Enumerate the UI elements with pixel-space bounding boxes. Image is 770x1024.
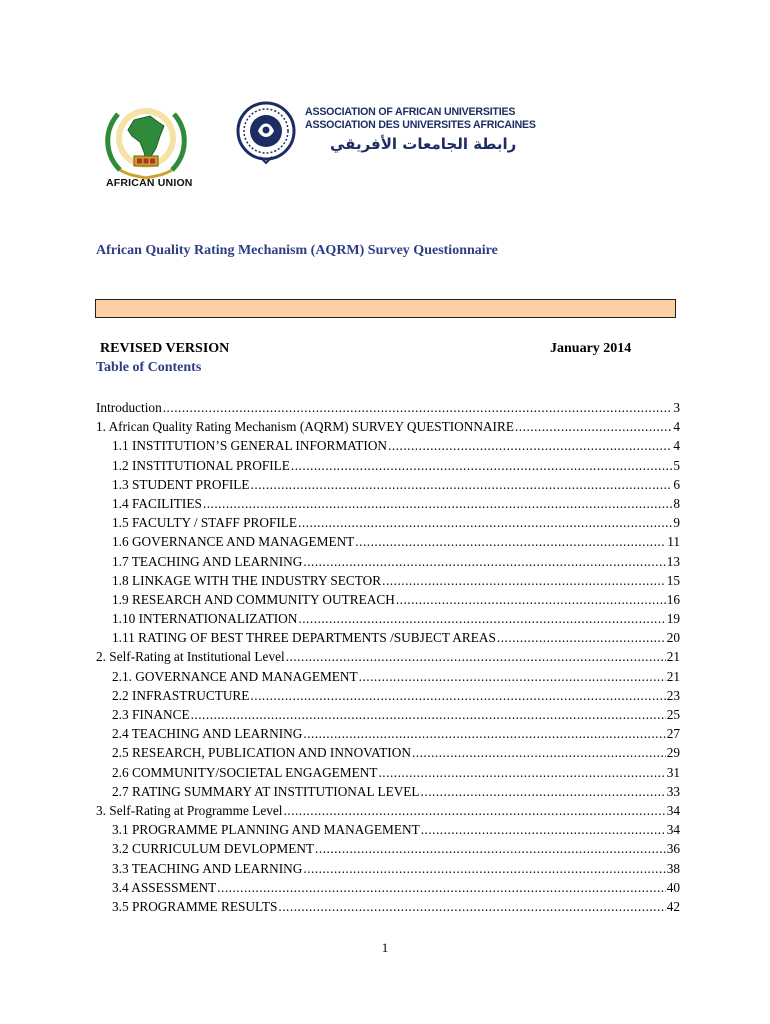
toc-entry-title: 1.10 INTERNATIONALIZATION: [112, 611, 298, 627]
toc-entry-page: 33: [666, 783, 680, 799]
table-of-contents-heading: Table of Contents: [96, 360, 202, 375]
aau-name-english-french: [305, 106, 536, 132]
toc-dot-leader: [203, 494, 672, 513]
toc-dot-leader: [303, 552, 665, 571]
toc-entry-page: 23: [666, 687, 680, 703]
toc-entry[interactable]: [96, 398, 680, 417]
toc-entry[interactable]: [96, 456, 680, 475]
toc-entry[interactable]: [96, 897, 680, 916]
toc-dot-leader: [303, 859, 665, 878]
toc-entry-page: 34: [666, 802, 680, 818]
aau-seal-icon: [236, 101, 296, 165]
toc-entry[interactable]: [96, 571, 680, 590]
toc-entry-title: 3.2 CURRICULUM DEVLOPMENT: [112, 841, 315, 857]
toc-entry-title: 1.4 FACILITIES: [112, 495, 202, 511]
toc-entry[interactable]: [96, 763, 680, 782]
toc-dot-leader: [378, 763, 665, 782]
toc-entry-page: 3: [673, 400, 680, 415]
toc-dot-leader: [250, 686, 665, 705]
toc-entry-title: 1.11 RATING OF BEST THREE DEPARTMENTS /SUBJECT AREAS: [112, 630, 496, 646]
toc-entry-page: 21: [666, 668, 680, 684]
toc-entry[interactable]: [96, 782, 680, 801]
toc-entry-page: 27: [666, 726, 680, 742]
toc-entry[interactable]: [96, 609, 680, 628]
toc-entry-page: 36: [666, 841, 680, 857]
toc-dot-leader: [191, 705, 666, 724]
toc-entry-page: 19: [666, 611, 680, 627]
toc-dot-leader: [291, 456, 672, 475]
toc-entry-page: 4: [673, 419, 680, 435]
toc-entry[interactable]: [96, 724, 680, 743]
aau-name-english: ASSOCIATION OF AFRICAN UNIVERSITIES: [305, 106, 516, 118]
toc-entry-title: 3. Self-Rating at Programme Level: [96, 802, 283, 818]
toc-entry-page: 42: [666, 898, 680, 914]
toc-entry-page: 13: [666, 553, 680, 569]
toc-dot-leader: [303, 724, 665, 743]
toc-dot-leader: [315, 839, 666, 858]
toc-entry-page: 21: [666, 649, 680, 665]
toc-dot-leader: [286, 647, 666, 666]
decorative-highlight-bar: [95, 299, 676, 318]
toc-entry-title: 1.6 GOVERNANCE AND MANAGEMENT: [112, 534, 355, 550]
toc-entry-title: 1.7 TEACHING AND LEARNING: [112, 553, 303, 569]
toc-entry-title: 2.3 FINANCE: [112, 707, 190, 722]
toc-dot-leader: [283, 801, 665, 820]
toc-entry[interactable]: [96, 743, 680, 762]
toc-entry-title: 1.5 FACULTY / STAFF PROFILE: [112, 515, 298, 531]
toc-entry-title: 1.2 INSTITUTIONAL PROFILE: [112, 457, 290, 473]
toc-entry[interactable]: [96, 820, 680, 839]
toc-entry-title: 1.8 LINKAGE WITH THE INDUSTRY SECTOR: [112, 572, 382, 588]
toc-entry-page: 11: [667, 534, 680, 550]
toc-entry-page: 25: [666, 707, 680, 722]
toc-entry-page: 15: [666, 572, 680, 588]
toc-entry-title: 3.3 TEACHING AND LEARNING: [112, 860, 303, 876]
toc-entry-title: Introduction: [96, 400, 162, 415]
toc-entry-page: 20: [666, 630, 680, 646]
toc-entry-page: 40: [666, 879, 680, 895]
toc-entry[interactable]: [96, 839, 680, 858]
toc-dot-leader: [355, 532, 666, 551]
toc-entry[interactable]: [96, 475, 680, 494]
toc-dot-leader: [396, 590, 666, 609]
toc-entry-title: 1. African Quality Rating Mechanism (AQRM) SURVEY QUESTIONNAIRE: [96, 419, 514, 435]
toc-dot-leader: [163, 398, 673, 417]
toc-entry-title: 3.5 PROGRAMME RESULTS: [112, 898, 278, 914]
toc-entry[interactable]: [96, 628, 680, 647]
toc-entry-page: 34: [666, 822, 680, 838]
toc-entry[interactable]: [96, 494, 680, 513]
toc-entry-title: 2.7 RATING SUMMARY AT INSTITUTIONAL LEVEL: [112, 783, 420, 799]
toc-dot-leader: [515, 417, 672, 436]
toc-entry-page: 6: [673, 476, 680, 492]
toc-entry[interactable]: [96, 667, 680, 686]
toc-entry-title: 1.9 RESEARCH AND COMMUNITY OUTREACH: [112, 591, 395, 607]
toc-dot-leader: [278, 897, 665, 916]
toc-entry-title: 1.1 INSTITUTION’S GENERAL INFORMATION: [112, 438, 388, 454]
toc-entry-page: 5: [673, 457, 680, 473]
document-date: January 2014: [550, 341, 632, 356]
toc-entry[interactable]: [96, 686, 680, 705]
toc-dot-leader: [388, 436, 672, 455]
aau-name-french: ASSOCIATION DES UNIVERSITES AFRICAINES: [305, 119, 536, 131]
page-number: 1: [381, 940, 389, 955]
toc-dot-leader: [412, 743, 666, 762]
version-label: REVISED VERSION: [100, 341, 230, 356]
toc-dot-leader: [421, 820, 666, 839]
toc-dot-leader: [298, 513, 672, 532]
toc-entry[interactable]: [96, 647, 680, 666]
toc-entry[interactable]: [96, 705, 680, 724]
toc-dot-leader: [497, 628, 666, 647]
toc-dot-leader: [251, 475, 673, 494]
toc-dot-leader: [421, 782, 666, 801]
toc-entry-title: 3.4 ASSESSMENT: [112, 879, 217, 895]
toc-entry[interactable]: [96, 801, 680, 820]
toc-dot-leader: [217, 878, 666, 897]
toc-entry[interactable]: [96, 532, 680, 551]
toc-entry-page: 16: [666, 591, 680, 607]
toc-entry-page: 9: [673, 515, 680, 531]
toc-dot-leader: [382, 571, 666, 590]
toc-entry[interactable]: [96, 417, 680, 436]
toc-entry-title: 2.5 RESEARCH, PUBLICATION AND INNOVATION: [112, 745, 411, 761]
toc-entry[interactable]: [96, 552, 680, 571]
toc-entry-title: 2.2 INFRASTRUCTURE: [112, 687, 250, 703]
toc-dot-leader: [298, 609, 665, 628]
toc-entry-title: 3.1 PROGRAMME PLANNING AND MANAGEMENT: [112, 822, 420, 838]
toc-entry-page: 4: [673, 438, 680, 454]
toc-entry[interactable]: [96, 590, 680, 609]
toc-entry-page: 8: [673, 495, 680, 511]
document-title: African Quality Rating Mechanism (AQRM) Survey Questionnaire: [96, 243, 498, 258]
toc-entry-title: 2.6 COMMUNITY/SOCIETAL ENGAGEMENT: [112, 764, 378, 780]
toc-entry[interactable]: [96, 859, 680, 878]
african-union-emblem-icon: [98, 92, 194, 190]
toc-entry-title: 2. Self-Rating at Institutional Level: [96, 649, 285, 665]
aau-name-arabic: رابطة الجامعات الأفريقي: [330, 135, 517, 153]
table-of-contents: [96, 398, 680, 916]
toc-dot-leader: [359, 667, 666, 686]
toc-entry[interactable]: [96, 513, 680, 532]
toc-entry-page: 29: [666, 745, 680, 761]
toc-entry[interactable]: [96, 436, 680, 455]
toc-entry-title: 1.3 STUDENT PROFILE: [112, 476, 250, 492]
toc-entry-title: 2.1. GOVERNANCE AND MANAGEMENT: [112, 668, 358, 684]
toc-entry-page: 31: [666, 764, 680, 780]
toc-entry[interactable]: [96, 878, 680, 897]
toc-entry-page: 38: [666, 860, 680, 876]
toc-entry-title: 2.4 TEACHING AND LEARNING: [112, 726, 303, 742]
african-union-caption: AFRICAN UNION: [106, 177, 193, 189]
